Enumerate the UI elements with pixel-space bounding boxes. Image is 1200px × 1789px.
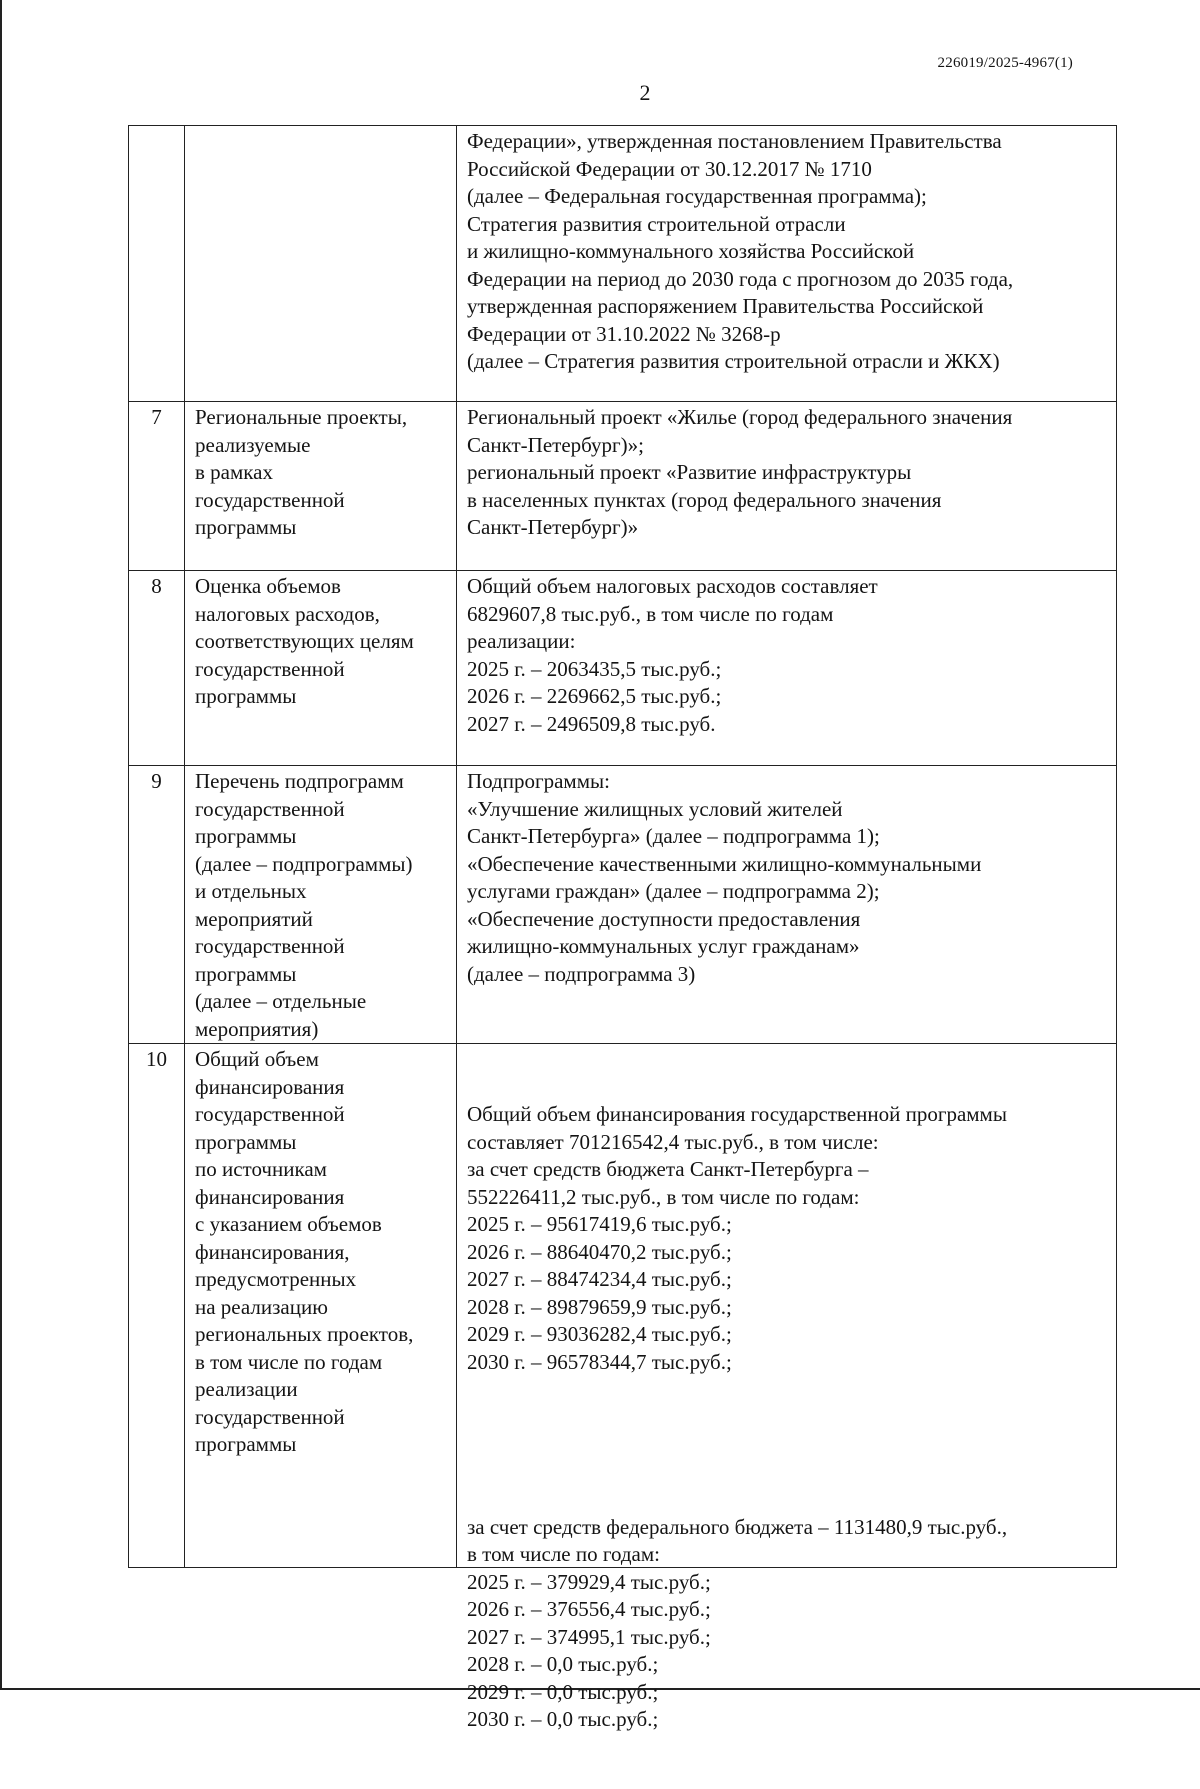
text-line: программы (195, 961, 297, 986)
text-line: государственной (195, 934, 345, 958)
row-label-cell (185, 1043, 457, 1567)
text-line: (далее – Федеральная государственная программа); (467, 184, 927, 208)
row-content-cell (457, 570, 1117, 765)
text-line: государственной (195, 1102, 345, 1126)
text-line: за счет средств бюджета Санкт-Петербурга – (467, 1157, 869, 1181)
text-line: реализации (195, 1377, 298, 1401)
text-line: государственной (195, 1404, 345, 1429)
text-line: составляет 701216542,4 тыс.руб., в том числе: (467, 1129, 879, 1154)
text-line: 2028 г. – 0,0 тыс.руб.; (467, 1652, 659, 1676)
text-line: финансирования (195, 1074, 345, 1099)
text-line: налоговых расходов, (195, 601, 380, 626)
text-line: Общий объем (195, 1047, 319, 1071)
table-row-continuation (128, 125, 1117, 401)
row-number-cell: 9 (128, 765, 185, 1043)
text-line: Подпрограммы: (467, 769, 610, 793)
text-line: «Улучшение жилищных условий жителей (467, 796, 843, 821)
text-line: 2027 г. – 374995,1 тыс.руб.; (467, 1624, 711, 1649)
row-label-cell (185, 125, 457, 401)
text-line: программы (195, 824, 297, 848)
text-line: 6829607,8 тыс.руб., в том числе по годам (467, 601, 834, 626)
text-line: услугами граждан» (далее – подпрограмма 2); (467, 879, 880, 903)
text-line: в населенных пунктах (город федерального значения (467, 487, 942, 512)
row-content-cell (457, 401, 1117, 570)
text-line: Санкт-Петербург)»; (467, 432, 644, 457)
text-line: 2027 г. – 88474234,4 тыс.руб.; (467, 1267, 732, 1291)
text-line: Санкт-Петербург)» (467, 515, 639, 539)
text-line: за счет средств федерального бюджета – 1131480,9 тыс.руб., (467, 1514, 1008, 1539)
text-line: региональный проект «Развитие инфраструктуры (467, 460, 912, 484)
text-line: Стратегия развития строительной отрасли (467, 211, 846, 236)
text-line: 2026 г. – 2269662,5 тыс.руб.; (467, 684, 722, 708)
text-line: 2027 г. – 2496509,8 тыс.руб. (467, 711, 716, 736)
blank-line (467, 1431, 1116, 1459)
row-label-cell (185, 570, 457, 765)
text-line: 2025 г. – 379929,4 тыс.руб.; (467, 1569, 711, 1594)
text-line: Перечень подпрограмм (195, 769, 404, 793)
row-label-cell (185, 401, 457, 570)
text-line: государственной (195, 656, 345, 681)
table-row-8 (128, 570, 1117, 765)
text-line: в том числе по годам: (467, 1542, 660, 1566)
text-line: мероприятия) (195, 1016, 319, 1041)
text-line: Российской Федерации от 30.12.2017 № 1710 (467, 156, 872, 181)
text-line: Федерации», утвержденная постановлением Правительства (467, 129, 1002, 153)
text-line: 2030 г. – 0,0 тыс.руб.; (467, 1707, 659, 1731)
text-line: 2026 г. – 376556,4 тыс.руб.; (467, 1597, 711, 1621)
row-label-cell (185, 765, 457, 1043)
text-line: в том числе по годам (195, 1349, 383, 1374)
text-line: соответствующих целям (195, 629, 414, 653)
text-line: на реализацию (195, 1294, 328, 1319)
row-number-cell: 10 (128, 1043, 185, 1567)
text-line: финансирования, (195, 1239, 350, 1264)
text-line: программы (195, 684, 297, 708)
table-row-7 (128, 401, 1117, 570)
text-line: Общий объем налоговых расходов составляет (467, 574, 878, 598)
text-line: и отдельных (195, 879, 307, 903)
text-line: 552226411,2 тыс.руб., в том числе по годам: (467, 1184, 860, 1209)
text-line: 2025 г. – 2063435,5 тыс.руб.; (467, 656, 722, 681)
text-line: в рамках (195, 460, 273, 484)
row-number-cell: 7 (128, 401, 185, 570)
page-number: 2 (639, 80, 651, 105)
text-line: Общий объем финансирования государственной программы (467, 1102, 1007, 1126)
row-number-cell (128, 125, 185, 401)
text-line: и жилищно-коммунального хозяйства Российской (467, 239, 915, 263)
document-number: 226019/2025-4967(1) (937, 55, 1073, 71)
row-content-cell (457, 125, 1117, 401)
text-line: утвержденная распоряжением Правительства Российской (467, 294, 984, 318)
text-line: реализации: (467, 629, 576, 653)
text-line: Федерации на период до 2030 года с прогнозом до 2035 года, (467, 266, 1014, 291)
text-line: Оценка объемов (195, 574, 341, 598)
text-line: 2025 г. – 95617419,6 тыс.руб.; (467, 1212, 732, 1236)
text-line: программы (195, 1129, 297, 1154)
text-line: Региональный проект «Жилье (город федерального значения (467, 405, 1013, 429)
text-line: (далее – подпрограмма 3) (467, 961, 696, 986)
text-line: мероприятий (195, 906, 313, 931)
text-line: Региональные проекты, (195, 405, 408, 429)
text-line: региональных проектов, (195, 1322, 414, 1346)
text-line: реализуемые (195, 432, 311, 457)
text-line: Федерации от 31.10.2022 № 3268-р (467, 321, 781, 346)
text-line: 2030 г. – 96578344,7 тыс.руб.; (467, 1349, 732, 1374)
row-number-cell: 8 (128, 570, 185, 765)
table-row-10 (128, 1043, 1117, 1731)
text-line: (далее – отдельные (195, 989, 367, 1013)
text-line: 2026 г. – 88640470,2 тыс.руб.; (467, 1239, 732, 1264)
text-line: «Обеспечение доступности предоставления (467, 906, 861, 931)
text-line: 2028 г. – 89879659,9 тыс.руб.; (467, 1294, 732, 1319)
text-line: государственной (195, 487, 345, 512)
text-line: с указанием объемов (195, 1212, 382, 1236)
text-line: 2029 г. – 93036282,4 тыс.руб.; (467, 1322, 732, 1346)
text-line: (далее – подпрограммы) (195, 851, 413, 876)
federal-budget-block (467, 1514, 1116, 1734)
text-line: государственной (195, 796, 345, 821)
text-line: финансирования (195, 1184, 345, 1209)
row-content-cell (457, 1043, 1117, 1731)
text-line: программы (195, 1432, 297, 1456)
text-line: предусмотренных (195, 1267, 357, 1291)
text-line: жилищно-коммунальных услуг гражданам» (467, 934, 860, 958)
text-line: (далее – Стратегия развития строительной отрасли и ЖКХ) (467, 349, 1000, 373)
text-line: программы (195, 515, 297, 539)
text-line: Санкт-Петербурга» (далее – подпрограмма 1); (467, 824, 880, 848)
row-content-cell (457, 765, 1117, 1043)
table-row-9 (128, 765, 1117, 1043)
text-line: по источникам (195, 1157, 327, 1181)
regional-budget-block (467, 1101, 1116, 1376)
text-line: «Обеспечение качественными жилищно-коммунальными (467, 851, 982, 876)
text-line: 2029 г. – 0,0 тыс.руб.; (467, 1679, 659, 1704)
